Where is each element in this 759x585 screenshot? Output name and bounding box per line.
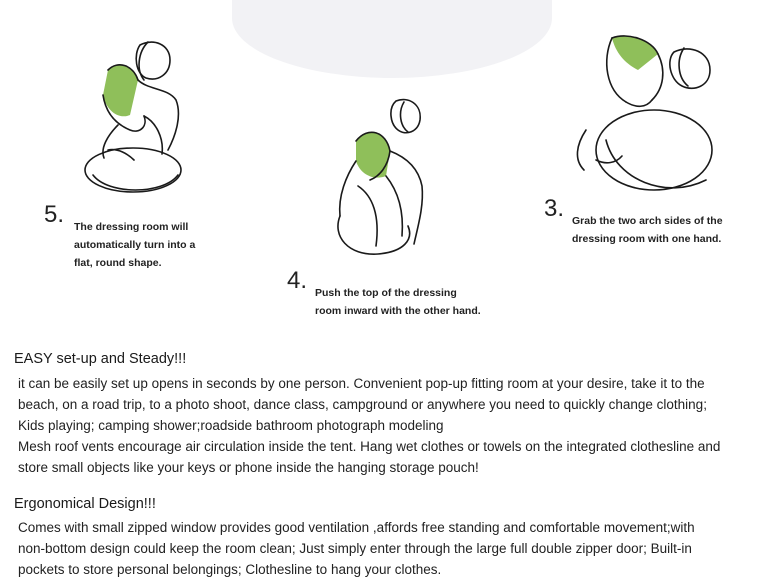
step-line: Push the top of the dressing xyxy=(315,287,457,299)
body-line: store small objects like your keys or phone inside the hanging storage pouch! xyxy=(18,460,479,475)
section-body-easy-setup xyxy=(18,373,758,478)
body-line: Kids playing; camping shower;roadside bathroom photograph modeling xyxy=(18,418,444,433)
illustration-step-4 xyxy=(318,96,448,256)
body-line: Comes with small zipped window provides good ventilation ,affords free standing and comfortable movement;with xyxy=(18,520,695,535)
illustration-step-3 xyxy=(566,30,726,205)
body-line: it can be easily set up opens in seconds by one person. Convenient pop-up fitting room at your desire, take it to the xyxy=(18,376,705,391)
body-line: beach, on a road trip, to a photo shoot, dance class, campground or anywhere you need to quickly change clothing; xyxy=(18,397,707,412)
step-line: dressing room with one hand. xyxy=(572,233,722,245)
step-4-caption xyxy=(287,267,517,320)
step-line: Grab the two arch sides of the xyxy=(572,215,723,227)
section-title-ergonomical-design: Ergonomical Design!!! xyxy=(14,496,156,512)
step-line: flat, round shape. xyxy=(74,257,162,269)
step-line: automatically turn into a xyxy=(74,239,196,251)
illustration-step-5 xyxy=(78,30,198,210)
step-line: The dressing room will xyxy=(74,221,189,233)
step-line: room inward with the other hand. xyxy=(315,305,481,317)
step-number: 4. xyxy=(287,267,308,294)
background-cloud xyxy=(232,0,552,78)
step-5-caption xyxy=(44,201,224,272)
body-line: Mesh roof vents encourage air circulation inside the tent. Hang wet clothes or towels on the integrated clothesline and xyxy=(18,439,721,454)
step-number: 3. xyxy=(544,195,565,222)
body-line: pockets to store personal belongings; Clothesline to hang your clothes. xyxy=(18,562,442,577)
step-3-caption xyxy=(544,195,759,248)
section-body-ergonomical-design xyxy=(18,517,758,580)
body-line: non-bottom design could keep the room clean; Just simply enter through the large full double zipper door; Built-in xyxy=(18,541,692,556)
step-number: 5. xyxy=(44,201,65,228)
section-title-easy-setup: EASY set-up and Steady!!! xyxy=(14,351,187,367)
